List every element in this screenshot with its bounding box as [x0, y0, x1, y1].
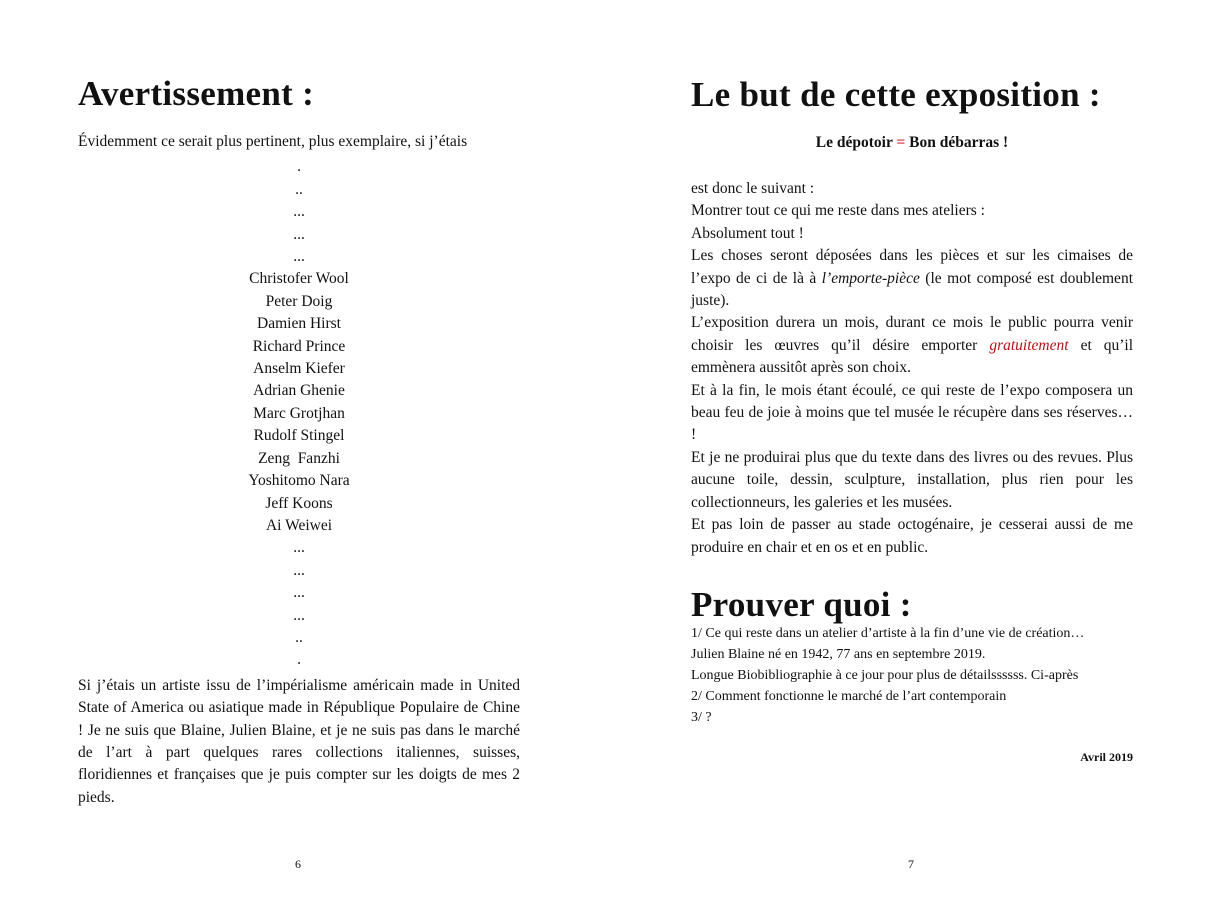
list-line: 1/ Ce qui reste dans un atelier d’artiste à la fin d’une vie de création…: [691, 626, 1085, 641]
artist-name: Yoshitomo Nara: [248, 472, 350, 490]
paragraph: [691, 245, 1133, 312]
artist-name: Christofer Wool: [249, 270, 349, 288]
ellipsis-line: .: [297, 158, 301, 176]
highlighted-word: gratuitement: [989, 336, 1069, 354]
line: Absolument tout !: [691, 224, 804, 242]
ellipsis-line: ...: [293, 248, 305, 266]
artist-name: Zeng Fanzhi: [258, 449, 340, 467]
paragraph: Et à la fin, le mois étant écoulé, ce qui reste de l’expo composera un beau feu de joie à moins que tel musée le récupère dans ses réserves… !: [691, 381, 1133, 444]
text: (le mot composé est doublement juste).: [691, 269, 1133, 310]
line: Montrer tout ce qui me reste dans mes ateliers :: [691, 202, 985, 220]
date: Avril 2019: [1080, 750, 1133, 764]
ellipsis-line: ..: [295, 180, 303, 198]
subtitle: [691, 134, 1133, 152]
page-number-left: 6: [295, 857, 301, 871]
text: Les choses seront déposées dans les pièces et sur les cimaises de l’expo de ci de là à: [691, 247, 1133, 287]
paragraph: Et pas loin de passer au stade octogénaire, je cesserai aussi de me produire en chair et en os et en public.: [691, 516, 1133, 556]
ellipsis-line: ..: [295, 628, 303, 646]
ellipsis-line: ...: [293, 606, 305, 624]
list-line: Julien Blaine né en 1942, 77 ans en septembre 2019.: [691, 647, 986, 662]
section-list: [691, 623, 1133, 728]
paragraph: [691, 312, 1133, 379]
artist-name: Jeff Koons: [265, 494, 333, 512]
intro-text: Évidemment ce serait plus pertinent, plus exemplaire, si j’étais: [78, 133, 468, 150]
text: L’exposition durera un mois, durant ce mois le public pourra venir choisir les œuvres qu’il désire emporter: [691, 314, 1133, 354]
artist-name: Rudolf Stingel: [253, 427, 345, 445]
ellipsis-line: ...: [293, 584, 305, 602]
ellipsis-line: ...: [293, 225, 305, 243]
paragraph: Et je ne produirai plus que du texte dans des livres ou des revues. Plus aucune toile, dessin, sculpture, installation, plus rien pour les collectionneurs, les galeries et les musées.: [691, 448, 1133, 511]
line: est donc le suivant :: [691, 180, 815, 197]
subtitle-left: Le dépotoir: [815, 134, 893, 151]
artist-name: Ai Weiwei: [265, 516, 333, 534]
ellipsis-line: ...: [293, 539, 305, 557]
page-number-right: 7: [908, 857, 914, 871]
ellipsis-line: ...: [293, 561, 305, 579]
warning-paragraph: Si j’étais un artiste issu de l’impérialisme américain made in United State of America ou asiatique made in République Populaire de Chine ! Je ne suis que Blaine, Julien Blaine, et je ne suis pas dans le marché de l’art à part quelques rares collections italiennes, suisses, floridiennes et françaises que je puis compter sur les doigts de mes 2 pieds.: [78, 676, 520, 806]
artist-name: Anselm Kiefer: [253, 360, 345, 378]
purpose-text: [691, 178, 1133, 559]
list-line: Longue Biobibliographie à ce jour pour plus de détailssssss. Ci-après: [691, 668, 1079, 683]
artist-name: Adrian Ghenie: [253, 382, 345, 400]
page-title: Avertissement :: [78, 74, 315, 113]
section-title: Prouver quoi :: [691, 585, 912, 624]
artist-name: Peter Doig: [265, 292, 333, 310]
artist-name: Damien Hirst: [257, 315, 341, 333]
artist-list: [78, 156, 520, 671]
list-line: 2/ Comment fonctionne le marché de l’art contemporain: [691, 689, 1007, 704]
page-title: Le but de cette exposition :: [691, 75, 1101, 114]
artist-name: Marc Grotjhan: [253, 404, 345, 422]
ellipsis-line: .: [297, 651, 301, 669]
subtitle-right: Bon débarras !: [909, 134, 1009, 151]
equals-sign: =: [896, 134, 906, 151]
italic-term: l’emporte-pièce: [821, 269, 920, 287]
list-line: 3/ ?: [691, 710, 712, 725]
artist-name: Richard Prince: [252, 337, 346, 355]
ellipsis-line: ...: [293, 203, 305, 221]
text: et qu’il emmènera aussitôt après son choix.: [691, 336, 1134, 377]
